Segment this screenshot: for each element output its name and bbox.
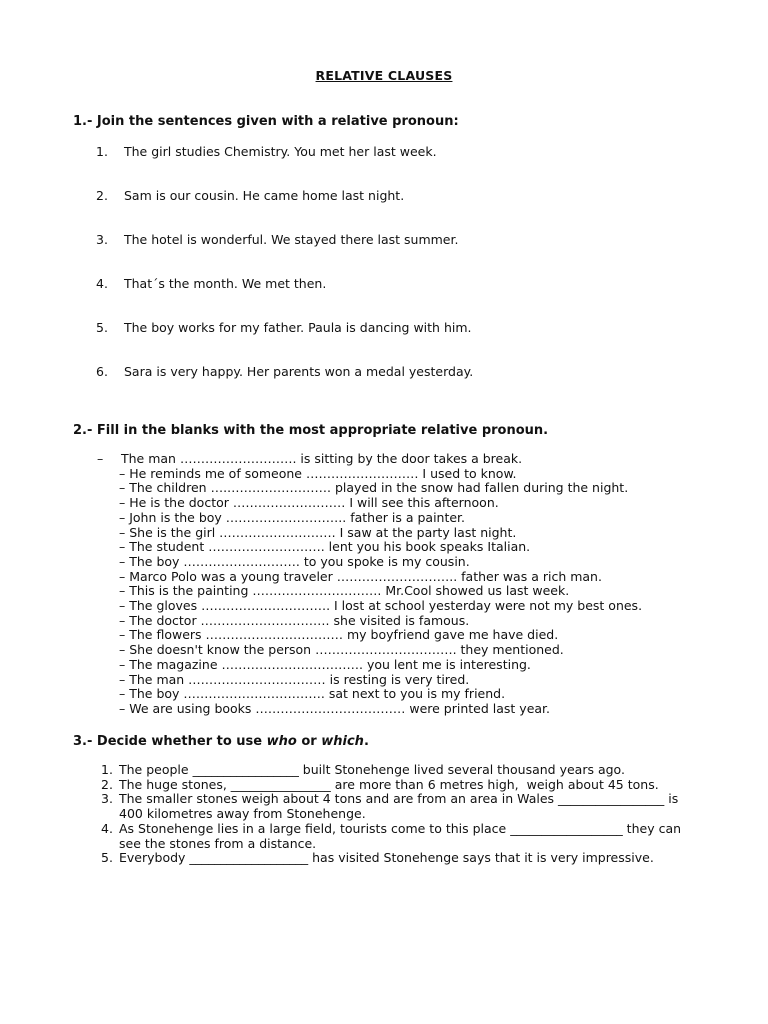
item-text: The girl studies Chemistry. You met her last week. [124,144,437,159]
section-1-item [96,320,472,335]
page-title: RELATIVE CLAUSES [315,68,453,83]
item-text: As Stonehenge lies in a large field, tourists come to this place __________________ they can see the stones from a distance. [119,820,686,851]
item-text: Sara is very happy. Her parents won a medal yesterday. [124,364,474,379]
section-3-heading [73,734,369,749]
item-text: The people _________________ built Stonehenge lived several thousand years ago. [119,762,625,777]
dash-bullet: – [97,451,104,466]
heading-who: who [266,734,297,749]
section-3-item [101,822,701,851]
section-2-line: – The boy ………………………. to you spoke is my cousin. [119,553,470,569]
section-2-line: – The doctor …………………………. she visited is famous. [119,612,470,628]
section-2-heading: 2.- Fill in the blanks with the most appropriate relative pronoun. [73,423,549,438]
section-1-item [96,188,404,203]
section-3-list [101,763,701,866]
heading-which: which [321,734,364,749]
item-number: 5. [101,850,113,866]
item-number: 5. [96,320,108,335]
heading-text: 3.- Decide whether to use [73,734,267,749]
section-2-line: – We are using books ……………………………… were printed last year. [119,700,551,716]
item-text: Sam is our cousin. He came home last night. [124,188,405,203]
item-number: 2. [101,776,113,792]
item-number: 4. [101,820,113,836]
section-2-line: – She doesn't know the person ……………………………. they mentioned. [119,642,564,658]
section-2-line: – Marco Polo was a young traveler ……………………….. father was a rich man. [119,568,602,584]
section-3-item [101,778,701,793]
section-3-item [101,763,701,778]
section-1-item [96,276,326,291]
section-3-item [101,851,701,866]
section-2-line: – He reminds me of someone ……………………… I used to know. [119,465,517,481]
item-text: The hotel is wonderful. We stayed there last summer. [124,232,459,247]
item-text: The boy works for my father. Paula is dancing with him. [124,320,472,335]
section-2-line: – John is the boy ……………………….. father is a painter. [119,509,466,525]
item-number: 2. [96,188,108,203]
section-1-item [96,144,437,159]
section-2-line: – The children ….……………………. played in the snow had fallen during the night. [119,480,629,496]
section-2-line: – The man …………………………… is resting is very tired. [119,671,470,687]
item-number: 6. [96,364,108,379]
section-1-item [96,364,473,379]
section-2-line: – The boy ……………………………. sat next to you is my friend. [119,686,506,702]
line-text: The man ………………………. is sitting by the door takes a break. [121,451,523,466]
section-1-item [96,232,458,247]
item-text: That´s the month. We met then. [124,276,327,291]
section-2-line: – The student ………………………. lent you his book speaks Italian. [119,539,531,555]
item-number: 4. [96,276,108,291]
section-2-line: – The gloves …………………………. I lost at school yesterday were not my best ones. [119,598,643,614]
section-3-item [101,792,701,821]
section-2-line: – He is the doctor ……………………… I will see this afternoon. [119,495,499,511]
item-number: 3. [96,232,108,247]
item-number: 3. [101,791,113,807]
section-2-line: – The flowers …………………………… my boyfriend gave me have died. [119,627,559,643]
item-text: The smaller stones weigh about 4 tons and are from an area in Wales _________________ is 400 kilometres away from Stonehenge. [119,791,683,822]
section-2-line: – This is the painting …………………………. Mr.Cool showed us last week. [119,583,570,599]
section-2-list [97,452,642,717]
section-2-line: – The magazine ……………………………. you lent me is interesting. [119,656,531,672]
heading-text: or [296,734,322,749]
section-1-heading: 1.- Join the sentences given with a relative pronoun: [73,114,459,129]
item-text: The huge stones, ________________ are more than 6 metres high, weigh about 45 tons. [119,776,659,792]
item-number: 1. [96,144,108,159]
heading-text: . [363,734,369,749]
item-number: 1. [101,762,113,777]
section-2-line: – She is the girl ………………………. I saw at the party last night. [119,524,517,540]
section-2-first-line [97,452,642,467]
item-text: Everybody ___________________ has visited Stonehenge says that it is very impressive. [119,850,654,866]
